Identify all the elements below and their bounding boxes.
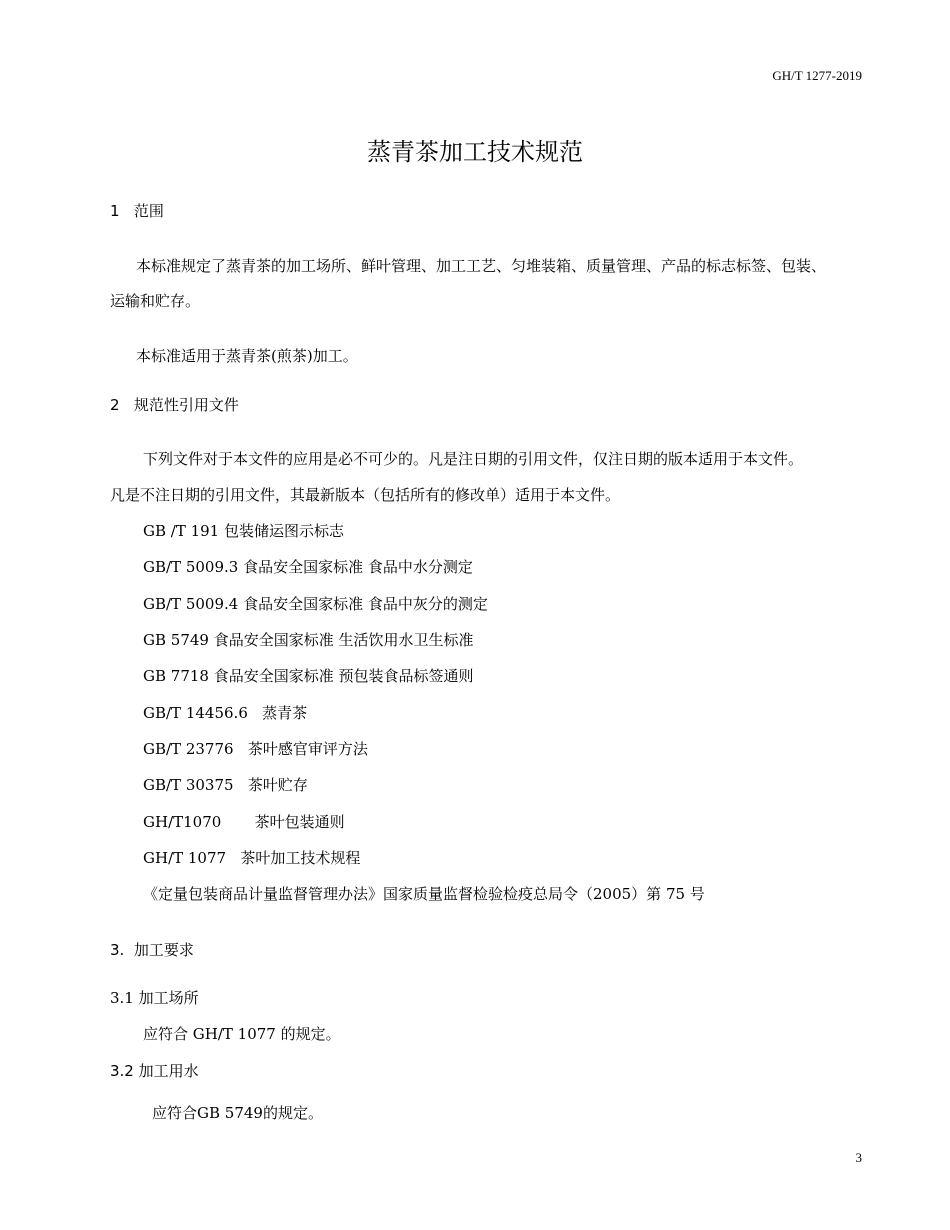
section-3-1-heading: 3.1 加工场所 [110,989,199,1007]
section-3-heading: 3. 加工要求 [110,941,194,959]
reference-item: GB 7718 食品安全国家标准 预包装食品标签通则 [143,667,474,685]
reference-item: 《定量包装商品计量监督管理办法》国家质量监督检验检疫总局令（2005）第 75 号 [143,885,705,903]
reference-item: GB/T 5009.3 食品安全国家标准 食品中水分测定 [143,558,473,576]
section-1-heading: 1 范围 [110,202,164,220]
section-3-2-text: 应符合GB 5749的规定。 [152,1104,323,1122]
section-2-intro-line-2: 凡是不注日期的引用文件，其最新版本（包括所有的修改单）适用于本文件。 [110,486,621,504]
reference-item: GB/T 30375 茶叶贮存 [143,776,308,794]
section-3-2-heading: 3.2 加工用水 [110,1062,199,1080]
reference-item: GH/T1070 茶叶包装通则 [143,813,345,831]
reference-item: GB /T 191 包装储运图示标志 [143,522,344,540]
reference-item: GB/T 23776 茶叶感官审评方法 [143,740,368,758]
reference-item: GB/T 14456.6 蒸青茶 [143,704,308,722]
section-3-1-text: 应符合 GH/T 1077 的规定。 [143,1025,341,1043]
standard-code: GH/T 1277-2019 [772,68,862,83]
section-2-intro-line-1: 下列文件对于本文件的应用是必不可少的。凡是注日期的引用文件，仅注日期的版本适用于本文件。 [143,450,804,468]
reference-item: GH/T 1077 茶叶加工技术规程 [143,849,361,867]
section-1-paragraph-1-line-1: 本标准规定了蒸青茶的加工场所、鲜叶管理、加工工艺、匀堆装箱、质量管理、产品的标志标签、包装、 [136,257,827,275]
reference-item: GB 5749 食品安全国家标准 生活饮用水卫生标准 [143,631,474,649]
reference-item: GB/T 5009.4 食品安全国家标准 食品中灰分的测定 [143,595,488,613]
document-title: 蒸青茶加工技术规范 [367,138,583,166]
section-1-paragraph-2: 本标准适用于蒸青茶(煎茶)加工。 [136,347,358,365]
section-1-paragraph-1-line-2: 运输和贮存。 [110,292,201,310]
page-number: 3 [855,1150,862,1165]
section-2-heading: 2 规范性引用文件 [110,396,239,414]
